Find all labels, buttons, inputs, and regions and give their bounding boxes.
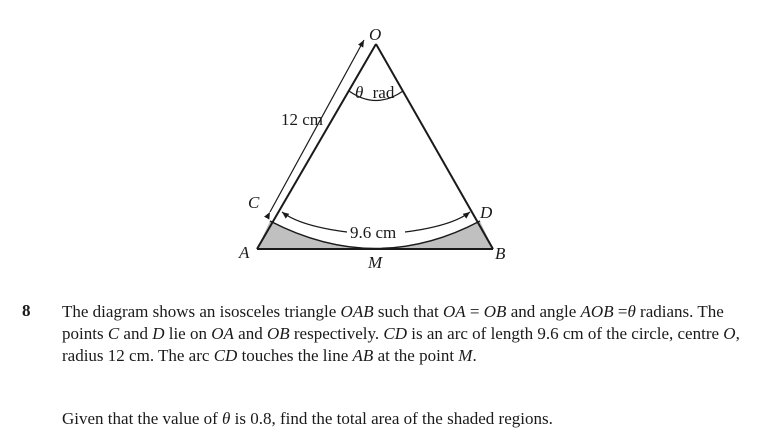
text-fragment: touches the line xyxy=(237,346,353,365)
question-number: 8 xyxy=(22,301,31,320)
text-fragment: radians. The points xyxy=(62,302,724,343)
arc-length-arrow-left xyxy=(282,212,347,232)
text-fragment: , radius 12 cm. The arc xyxy=(62,324,740,365)
math-O: O xyxy=(723,324,736,343)
text-fragment: Given that the value of xyxy=(62,409,223,428)
math-AOB: AOB xyxy=(580,302,614,321)
text-fragment: = xyxy=(613,302,628,321)
text-fragment: such that xyxy=(373,302,443,321)
side-OB xyxy=(376,44,493,249)
math-OA: OA xyxy=(443,302,466,321)
label-B: B xyxy=(495,244,506,263)
math-OA: OA xyxy=(211,324,234,343)
arc-length-arrow-right xyxy=(405,212,470,232)
text-fragment: lie on xyxy=(164,324,212,343)
question-part-paragraph xyxy=(62,408,752,430)
math-M: M xyxy=(458,346,473,365)
text-fragment: and xyxy=(119,324,153,343)
text-fragment: at the point xyxy=(373,346,459,365)
question-paragraph xyxy=(62,301,752,367)
text-fragment: = xyxy=(465,302,484,321)
label-D: D xyxy=(480,203,493,222)
math-D: D xyxy=(152,324,165,343)
text-fragment: is 0.8, find the total area of the shaded regions. xyxy=(230,409,553,428)
question-part xyxy=(62,391,752,447)
label-angle-unit: rad xyxy=(372,83,395,102)
math-AB: AB xyxy=(352,346,374,365)
math-OAB: OAB xyxy=(340,302,374,321)
math-CD: CD xyxy=(383,324,408,343)
text-fragment: and angle xyxy=(506,302,581,321)
side-OA xyxy=(257,44,376,249)
label-arc-length: 9.6 cm xyxy=(350,223,397,242)
text-fragment: and xyxy=(233,324,267,343)
text-fragment: respectively. xyxy=(289,324,384,343)
math-C: C xyxy=(107,324,120,343)
question-text xyxy=(62,301,752,367)
math-theta: θ xyxy=(222,409,231,428)
math-OB: OB xyxy=(483,302,507,321)
text-fragment: . xyxy=(472,346,477,365)
math-CD: CD xyxy=(213,346,238,365)
label-C: C xyxy=(248,193,260,212)
label-angle-symbol: θ xyxy=(355,83,364,102)
math-OB: OB xyxy=(266,324,290,343)
label-M: M xyxy=(368,253,383,272)
math-theta: θ xyxy=(627,302,636,321)
label-radius: 12 cm xyxy=(281,110,324,129)
label-angle xyxy=(355,83,395,102)
label-O: O xyxy=(369,25,382,44)
label-A: A xyxy=(239,243,250,262)
text-fragment: The diagram shows an isosceles triangle xyxy=(62,302,341,321)
text-fragment: is an arc of length 9.6 cm of the circle, centre xyxy=(407,324,724,343)
